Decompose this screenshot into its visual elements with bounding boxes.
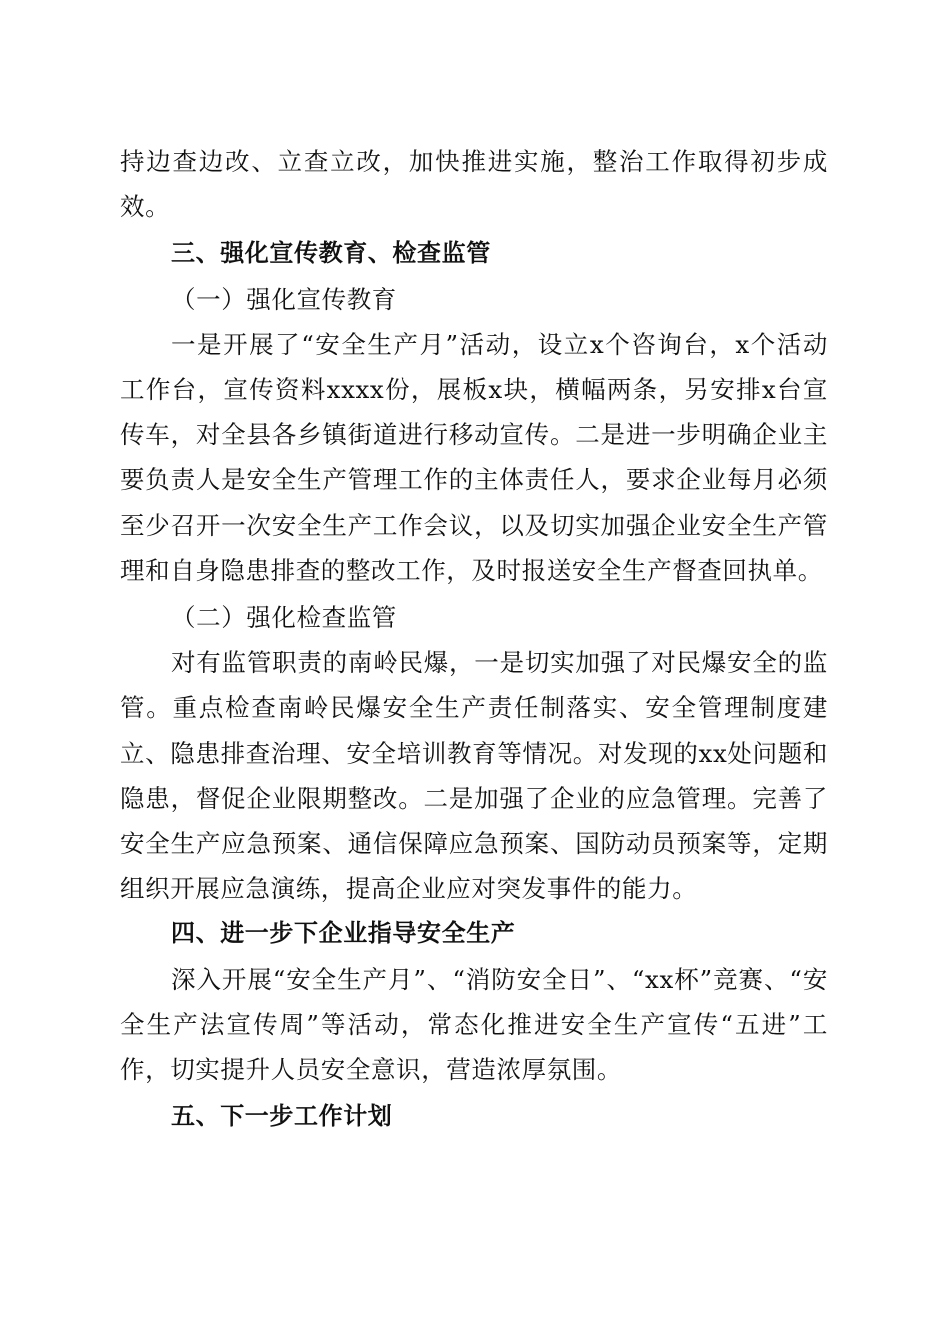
paragraph-publicity-education: 一是开展了“安全生产月”活动，设立x个咨询台，x个活动工作台，宣传资料xxxx份，展板x块，横幅两条，另安排x台宣传车，对全县各乡镇街道进行移动宣传。二是进一步明确企业主要负责人是安全生产管理工作的主体责任人，要求企业每月必须至少召开一次安全生产工作会议，以及切实加强企业安全生产管理和自身隐患排查的整改工作，及时报送安全生产督查回执单。 (120, 329, 828, 585)
paragraph-continued: 持边查边改、立查立改，加快推进实施，整治工作取得初步成效。 (120, 147, 828, 222)
section-heading-5: 五、下一步工作计划 (171, 1102, 393, 1131)
section-heading-3: 三、强化宣传教育、检查监管 (171, 239, 491, 268)
subsection-heading-2: （二）强化检查监管 (171, 603, 397, 633)
section-heading-4: 四、进一步下企业指导安全生产 (171, 919, 516, 948)
paragraph-inspection-supervision: 对有监管职责的南岭民爆，一是切实加强了对民爆安全的监管。重点检查南岭民爆安全生产责任制落实、安全管理制度建立、隐患排查治理、安全培训教育等情况。对发现的xx处问题和隐患，督促企业限期整改。二是加强了企业的应急管理。完善了安全生产应急预案、通信保障应急预案、国防动员预案等，定期组织开展应急演练，提高企业应对突发事件的能力。 (120, 648, 828, 904)
subsection-heading-1: （一）强化宣传教育 (171, 284, 397, 314)
paragraph-enterprise-guidance: 深入开展“安全生产月”、“消防安全日”、“xx杯”竞赛、“安全生产法宣传周”等活动，常态化推进安全生产宣传“五进”工作，切实提升人员安全意识，营造浓厚氛围。 (120, 964, 828, 1085)
document-body (120, 139, 828, 1139)
